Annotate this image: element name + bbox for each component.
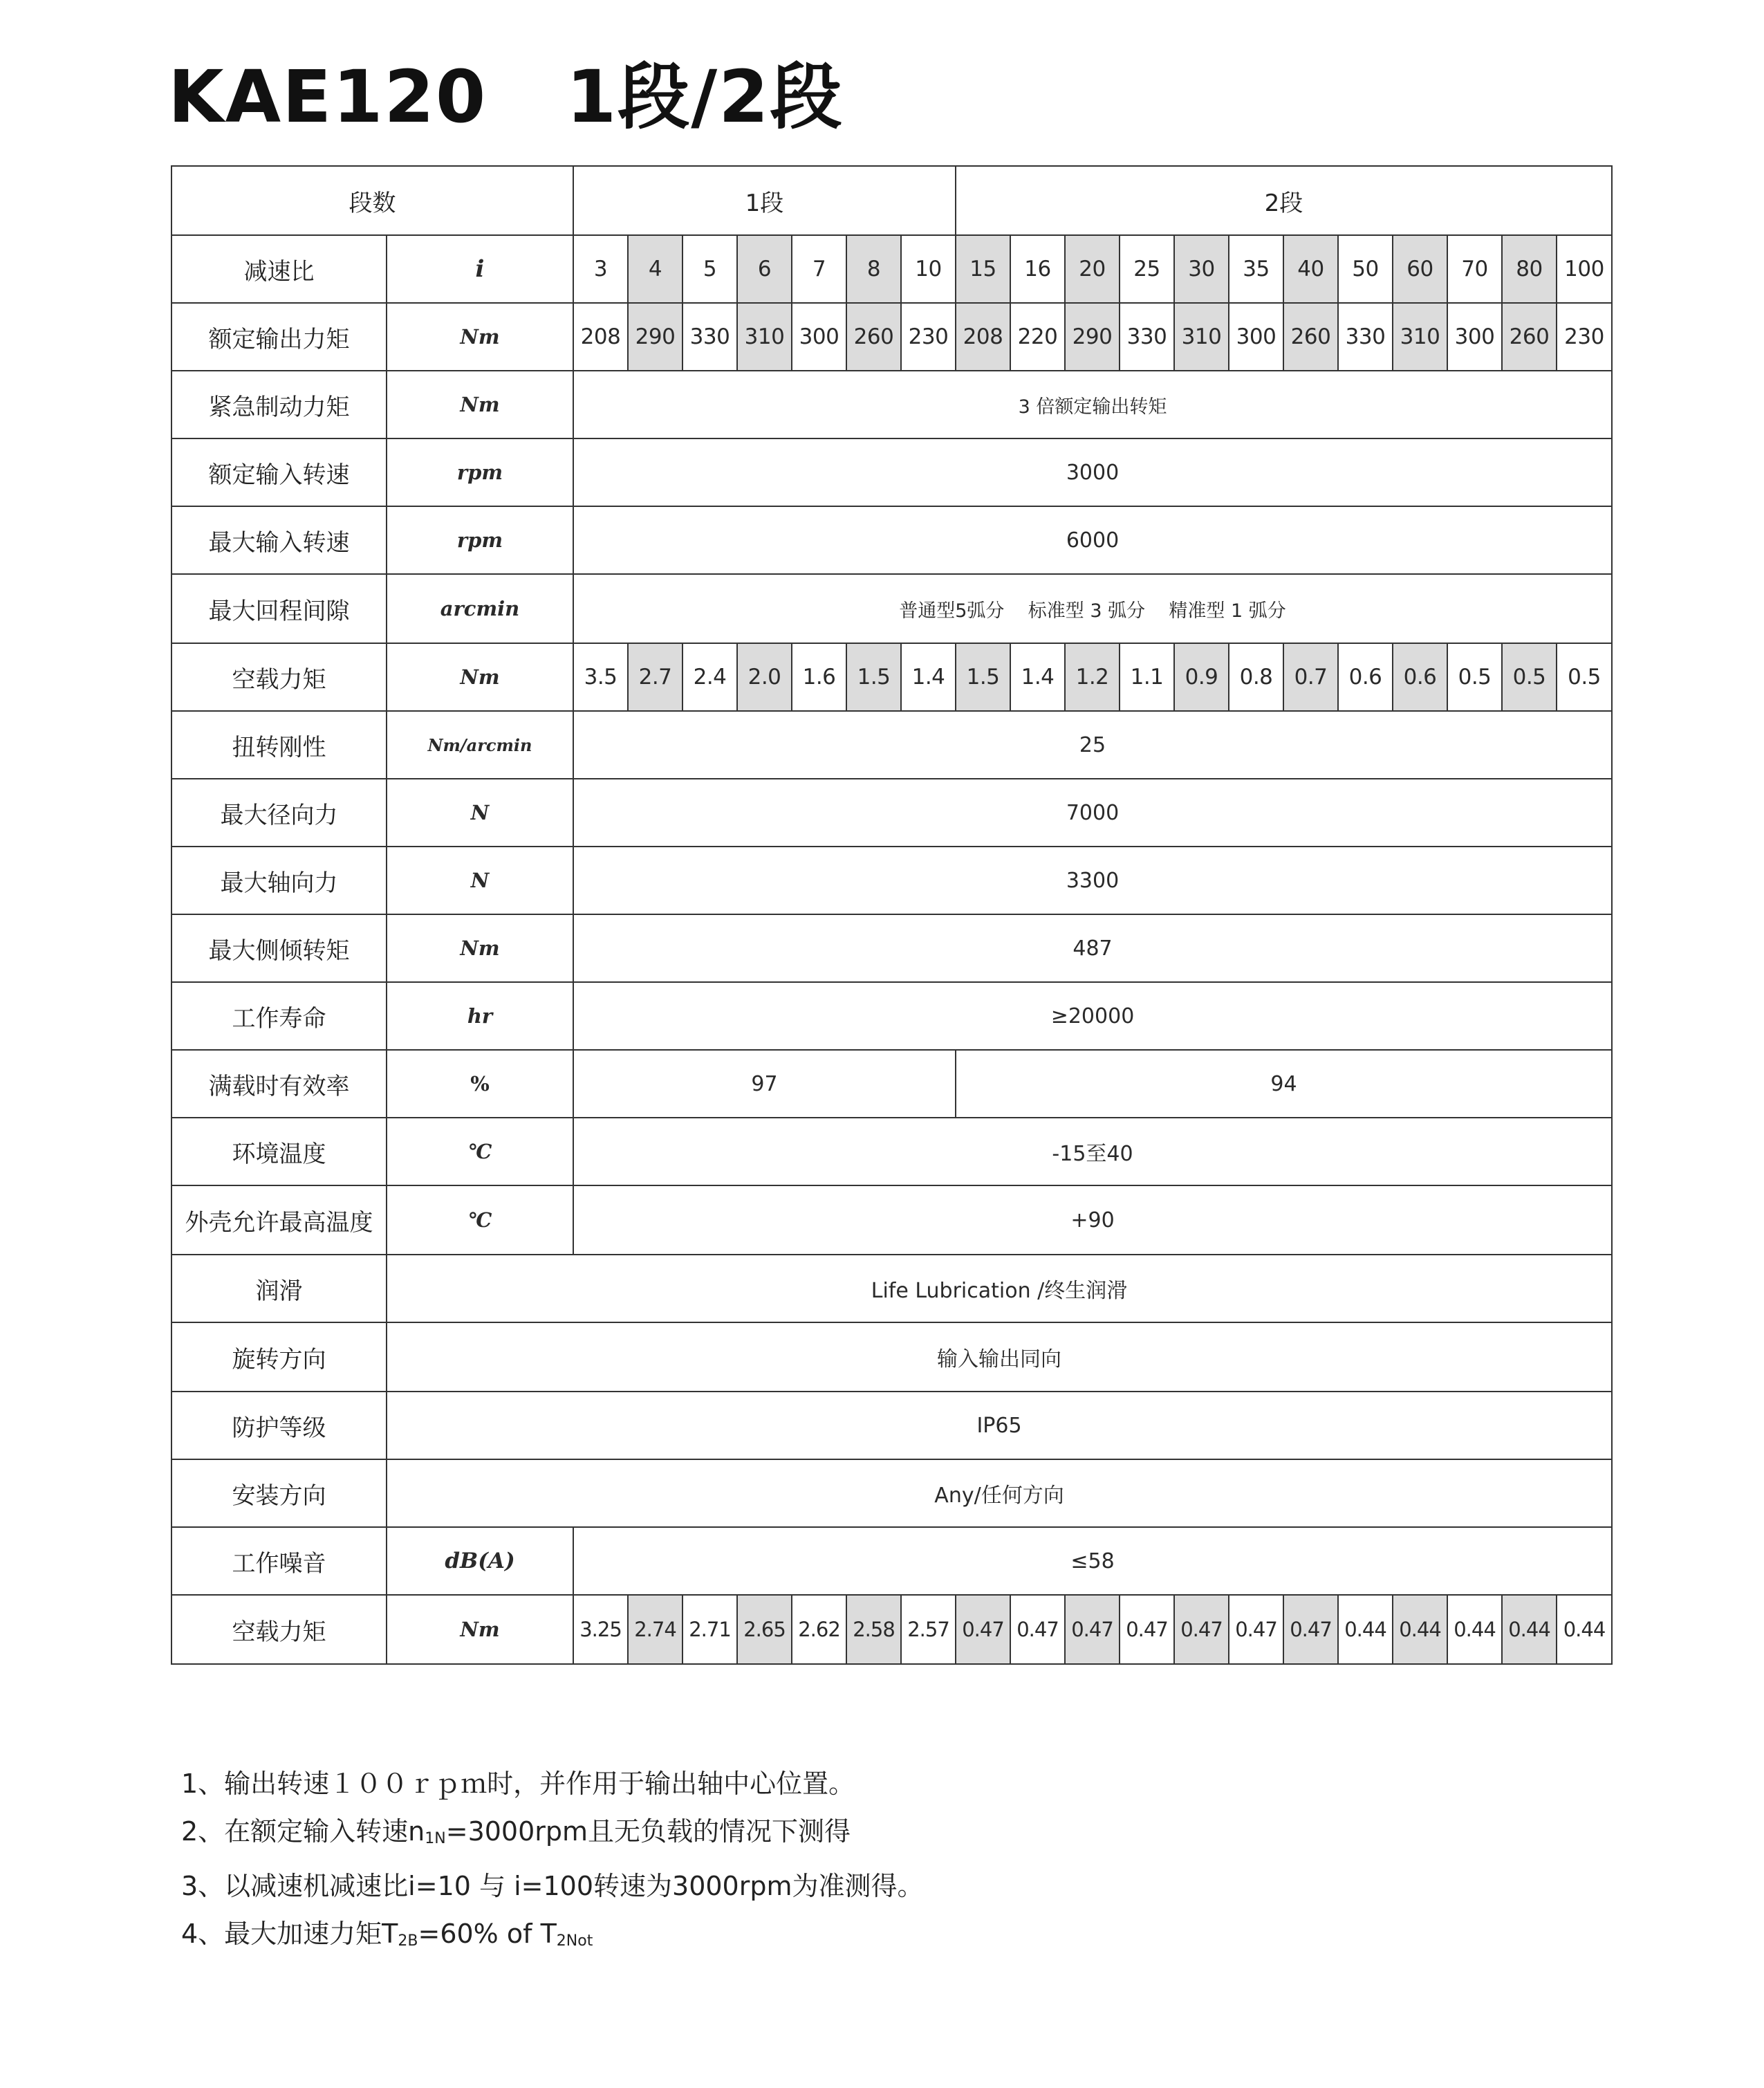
footnote-1-text: 1、输出转速１００ｒｐｍ时，并作用于输出轴中心位置。 [181, 1768, 855, 1799]
row-label: 旋转方向 [171, 1322, 387, 1392]
no-load-torque-cell: 0.6 [1393, 643, 1447, 711]
ratio-cell: 10 [901, 235, 956, 303]
no-load-torque-cell: 0.44 [1393, 1595, 1447, 1664]
row-label: 额定输出力矩 [171, 303, 387, 371]
no-load-torque-cell: 1.5 [846, 643, 901, 711]
no-load-torque-cell: 0.6 [1338, 643, 1393, 711]
row-unit: N [387, 847, 573, 914]
ratio-cell: 100 [1557, 235, 1612, 303]
row-label: 紧急制动力矩 [171, 371, 387, 438]
max-input-speed-row [171, 506, 1612, 574]
torsional-stiffness-row [171, 711, 1612, 779]
row-value: ≥20000 [573, 982, 1612, 1050]
ratio-cell: 70 [1447, 235, 1502, 303]
stage2-header: 2段 [956, 166, 1612, 235]
torque-cell: 260 [1502, 303, 1557, 371]
row-value: 3000 [573, 438, 1612, 506]
no-load-torque-cell: 2.58 [846, 1595, 901, 1664]
footnote-3 [181, 1863, 923, 1910]
no-load-torque-cell: 0.47 [1283, 1595, 1338, 1664]
row-label: 减速比 [171, 235, 387, 303]
torque-cell: 260 [846, 303, 901, 371]
row-value: 487 [573, 914, 1612, 982]
max-housing-temp-row [171, 1185, 1612, 1255]
no-load-torque-cell: 0.47 [956, 1595, 1010, 1664]
row-unit: arcmin [387, 574, 573, 643]
no-load-torque-cell: 0.47 [1174, 1595, 1229, 1664]
row-label: 工作寿命 [171, 982, 387, 1050]
row-unit: ℃ [387, 1118, 573, 1185]
row-value: ≤58 [573, 1527, 1612, 1595]
torque-cell: 330 [1338, 303, 1393, 371]
max-radial-force-row [171, 779, 1612, 847]
ratio-cell: 7 [792, 235, 846, 303]
row-label: 最大侧倾转矩 [171, 914, 387, 982]
row-label: 最大径向力 [171, 779, 387, 847]
no-load-torque-cell: 1.2 [1065, 643, 1120, 711]
no-load-torque-cell: 2.4 [683, 643, 737, 711]
no-load-torque-cell: 0.7 [1283, 643, 1338, 711]
row-value: IP65 [387, 1392, 1612, 1459]
no-load-torque-cell: 1.6 [792, 643, 846, 711]
footnote-4-text-mid: =60% of T [418, 1919, 557, 1949]
no-load-torque-row [171, 643, 1612, 711]
no-load-torque-cell: 2.65 [737, 1595, 792, 1664]
torque-cell: 310 [1174, 303, 1229, 371]
page-title: KAE120 1段/2段 [168, 55, 844, 139]
no-load-torque-cell: 0.5 [1447, 643, 1502, 711]
no-load-torque-cell: 0.47 [1229, 1595, 1283, 1664]
no-load-torque-cell: 0.9 [1174, 643, 1229, 711]
no-load-torque-cell: 2.0 [737, 643, 792, 711]
row-value: 25 [573, 711, 1612, 779]
no-load-torque-cell: 3.5 [573, 643, 628, 711]
footnote-4 [181, 1910, 923, 1965]
row-value: 3300 [573, 847, 1612, 914]
stage1-header: 1段 [573, 166, 956, 235]
row-label: 额定输入转速 [171, 438, 387, 506]
stage1-efficiency: 97 [573, 1050, 956, 1118]
row-unit: Nm [387, 371, 573, 438]
no-load-torque-cell: 2.71 [683, 1595, 737, 1664]
spec-table [171, 165, 1613, 1665]
ratio-cell: 8 [846, 235, 901, 303]
noise-row [171, 1527, 1612, 1595]
row-label: 安装方向 [171, 1459, 387, 1527]
rated-torque-row [171, 303, 1612, 371]
ratio-cell: 5 [683, 235, 737, 303]
row-value: Life Lubrication /终生润滑 [387, 1255, 1612, 1322]
row-unit: ℃ [387, 1185, 573, 1255]
no-load-torque-cell: 0.44 [1338, 1595, 1393, 1664]
torque-cell: 290 [628, 303, 683, 371]
no-load-torque-cell: 1.4 [901, 643, 956, 711]
torque-cell: 330 [683, 303, 737, 371]
no-load-torque-cell: 2.57 [901, 1595, 956, 1664]
ratio-cell: 30 [1174, 235, 1229, 303]
emergency-torque-row [171, 371, 1612, 438]
footnote-2-text-end: =3000rpm且无负载的情况下测得 [445, 1816, 851, 1847]
torque-cell: 208 [956, 303, 1010, 371]
no-load-torque-cell: 0.47 [1065, 1595, 1120, 1664]
torque-cell: 300 [1447, 303, 1502, 371]
ratio-cell: 25 [1120, 235, 1174, 303]
mounting-row [171, 1459, 1612, 1527]
footnote-3-text: 3、以减速机减速比i=10 与 i=100转速为3000rpm为准测得。 [181, 1871, 924, 1901]
row-unit: Nm [387, 303, 573, 371]
row-value: 7000 [573, 779, 1612, 847]
footnote-1 [181, 1760, 923, 1808]
rated-input-speed-row [171, 438, 1612, 506]
no-load-torque-cell: 1.1 [1120, 643, 1174, 711]
row-label: 空载力矩 [171, 643, 387, 711]
no-load-torque-cell: 2.62 [792, 1595, 846, 1664]
no-load-torque-cell: 2.7 [628, 643, 683, 711]
footnote-4-text: 4、最大加速力矩T [181, 1919, 398, 1949]
row-label: 最大轴向力 [171, 847, 387, 914]
row-label: 扭转刚性 [171, 711, 387, 779]
row-value: -15至40 [573, 1118, 1612, 1185]
torque-cell: 310 [737, 303, 792, 371]
row-unit: i [387, 235, 573, 303]
param-header: 段数 [171, 166, 573, 235]
no-load-torque-cell: 0.47 [1120, 1595, 1174, 1664]
torque-cell: 330 [1120, 303, 1174, 371]
ratio-cell: 80 [1502, 235, 1557, 303]
row-label: 外壳允许最高温度 [171, 1185, 387, 1255]
rotation-direction-row [171, 1322, 1612, 1392]
stage2-efficiency: 94 [956, 1050, 1612, 1118]
no-load-torque-cell: 0.44 [1557, 1595, 1612, 1664]
torque-cell: 208 [573, 303, 628, 371]
ratio-cell: 3 [573, 235, 628, 303]
no-load-torque-cell: 0.44 [1502, 1595, 1557, 1664]
backlash-row [171, 574, 1612, 643]
footnotes [181, 1760, 923, 1965]
ratio-row [171, 235, 1612, 303]
ratio-cell: 35 [1229, 235, 1283, 303]
row-unit: Nm/arcmin [387, 711, 573, 779]
torque-cell: 230 [1557, 303, 1612, 371]
footnote-2-subscript: 1N [425, 1830, 446, 1847]
no-load-torque-cell: 1.5 [956, 643, 1010, 711]
footnote-4-subscript: 2B [398, 1932, 418, 1950]
row-unit: % [387, 1050, 573, 1118]
row-label: 最大回程间隙 [171, 574, 387, 643]
row-label: 润滑 [171, 1255, 387, 1322]
no-load-torque-cell: 2.74 [628, 1595, 683, 1664]
row-value: Any/任何方向 [387, 1459, 1612, 1527]
ratio-cell: 4 [628, 235, 683, 303]
torque-cell: 310 [1393, 303, 1447, 371]
row-value: 3 倍额定输出转矩 [573, 371, 1612, 438]
footnote-4-subscript-2: 2Not [556, 1932, 593, 1950]
ambient-temp-row [171, 1118, 1612, 1185]
torque-cell: 220 [1010, 303, 1065, 371]
no-load-torque-cell: 1.4 [1010, 643, 1065, 711]
ratio-cell: 16 [1010, 235, 1065, 303]
ratio-cell: 20 [1065, 235, 1120, 303]
footnote-2 [181, 1808, 923, 1863]
no-load-torque-cell: 0.44 [1447, 1595, 1502, 1664]
stage-header-row [171, 166, 1612, 235]
footnote-2-text: 2、在额定输入转速n [181, 1816, 425, 1847]
torque-cell: 290 [1065, 303, 1120, 371]
ratio-cell: 6 [737, 235, 792, 303]
lubrication-row [171, 1255, 1612, 1322]
row-label: 防护等级 [171, 1392, 387, 1459]
row-label: 空载力矩 [171, 1595, 387, 1664]
ratio-cell: 40 [1283, 235, 1338, 303]
torque-cell: 230 [901, 303, 956, 371]
protection-class-row [171, 1392, 1612, 1459]
row-unit: hr [387, 982, 573, 1050]
no-load-torque-row-2 [171, 1595, 1612, 1664]
row-value: 普通型5弧分 标准型 3 弧分 精准型 1 弧分 [573, 574, 1612, 643]
no-load-torque-cell: 0.47 [1010, 1595, 1065, 1664]
row-value: +90 [573, 1185, 1612, 1255]
row-value: 6000 [573, 506, 1612, 574]
row-unit: Nm [387, 1595, 573, 1664]
row-value: 输入输出同向 [387, 1322, 1612, 1392]
ratio-cell: 60 [1393, 235, 1447, 303]
no-load-torque-cell: 3.25 [573, 1595, 628, 1664]
row-unit: rpm [387, 438, 573, 506]
row-label: 环境温度 [171, 1118, 387, 1185]
row-label: 满载时有效率 [171, 1050, 387, 1118]
row-unit: Nm [387, 914, 573, 982]
no-load-torque-cell: 0.8 [1229, 643, 1283, 711]
torque-cell: 300 [1229, 303, 1283, 371]
service-life-row [171, 982, 1612, 1050]
row-unit: rpm [387, 506, 573, 574]
efficiency-row [171, 1050, 1612, 1118]
torque-cell: 260 [1283, 303, 1338, 371]
max-axial-force-row [171, 847, 1612, 914]
row-unit: Nm [387, 643, 573, 711]
ratio-cell: 50 [1338, 235, 1393, 303]
ratio-cell: 15 [956, 235, 1010, 303]
row-unit: N [387, 779, 573, 847]
torque-cell: 300 [792, 303, 846, 371]
no-load-torque-cell: 0.5 [1502, 643, 1557, 711]
no-load-torque-cell: 0.5 [1557, 643, 1612, 711]
max-tilting-torque-row [171, 914, 1612, 982]
row-unit: dB(A) [387, 1527, 573, 1595]
row-label: 工作噪音 [171, 1527, 387, 1595]
row-label: 最大输入转速 [171, 506, 387, 574]
